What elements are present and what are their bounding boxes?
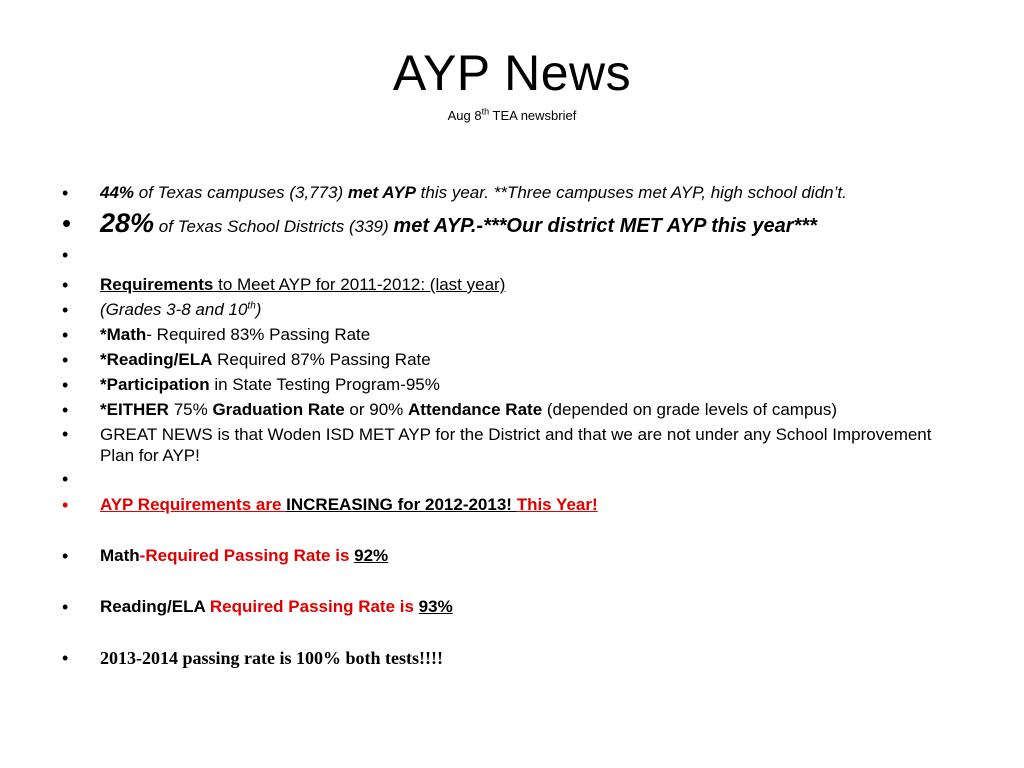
math-new-text: -Required Passing Rate is bbox=[139, 546, 355, 565]
bullet-great-news bbox=[62, 424, 962, 466]
subtitle-source: TEA newsbrief bbox=[489, 108, 577, 123]
reading-new-value: 93% bbox=[418, 597, 453, 616]
title-block bbox=[0, 44, 1024, 124]
bullet-reading-requirement bbox=[62, 349, 962, 371]
bullet-marker: • bbox=[62, 648, 69, 668]
bullet-list bbox=[62, 182, 962, 670]
graduation-pct: 75% bbox=[168, 400, 213, 419]
slide-title: AYP News bbox=[392, 45, 632, 101]
bullet-marker: • bbox=[62, 546, 69, 566]
campus-count-text: of Texas campuses (3,773) bbox=[134, 183, 348, 202]
bullet-marker: • bbox=[62, 597, 69, 617]
bullet-marker: • bbox=[62, 325, 69, 345]
campus-met-ayp: met AYP bbox=[347, 183, 416, 202]
district-met-ayp: met AYP.-***Our district MET AYP this year*** bbox=[393, 215, 817, 237]
attendance-rate-label: Attendance Rate bbox=[408, 400, 543, 419]
future-rate-text: 2013-2014 passing rate is 100% both tests!!!! bbox=[100, 648, 443, 668]
grade-level-note: (depended on grade levels of campus) bbox=[542, 400, 838, 419]
grades-suffix: th bbox=[247, 300, 256, 312]
participation-text: in State Testing Program-95% bbox=[209, 375, 440, 394]
bullet-texas-campuses bbox=[62, 182, 962, 204]
participation-label: *Participation bbox=[100, 375, 210, 394]
bullet-marker: • bbox=[62, 275, 69, 295]
reading-label: *Reading/ELA bbox=[100, 350, 213, 369]
bullet-empty bbox=[62, 468, 962, 494]
bullet-marker: • bbox=[62, 469, 69, 489]
bullet-texas-districts bbox=[62, 206, 962, 244]
bullet-2013-2014 bbox=[62, 647, 962, 670]
bullet-requirements-heading bbox=[62, 274, 962, 296]
subtitle-date: Aug 8 bbox=[447, 108, 482, 123]
either-label: *EITHER bbox=[100, 400, 169, 419]
bullet-marker: • bbox=[62, 208, 72, 238]
requirements-text: to Meet AYP for 2011-2012: (last year) bbox=[213, 275, 506, 294]
attendance-pct: or 90% bbox=[344, 400, 409, 419]
reading-new-text: Required Passing Rate is bbox=[205, 597, 419, 616]
bullet-math-requirement bbox=[62, 324, 962, 346]
district-count-text: of Texas School Districts (339) bbox=[154, 217, 394, 236]
bullet-empty bbox=[62, 244, 962, 274]
bullet-marker: • bbox=[62, 183, 69, 203]
bullet-marker: • bbox=[62, 350, 69, 370]
increase-label: AYP Requirements are bbox=[100, 495, 287, 514]
great-news-text: GREAT NEWS is that Woden ISD MET AYP for the District and that we are not under any School Improvement Plan for AYP! bbox=[100, 425, 932, 465]
bullet-marker: • bbox=[62, 424, 69, 444]
grades-close: ) bbox=[255, 300, 262, 319]
slide-subtitle bbox=[0, 108, 1024, 124]
district-percent: 28% bbox=[100, 208, 155, 238]
increase-years: INCREASING for 2012-2013! bbox=[286, 495, 517, 514]
grades-text: (Grades 3-8 and 10 bbox=[100, 300, 248, 319]
subtitle-date-suffix: th bbox=[481, 106, 490, 117]
bullet-marker: • bbox=[62, 375, 69, 395]
bullet-marker: • bbox=[62, 300, 69, 320]
campus-note: this year. **Three campuses met AYP, high school didn’t. bbox=[415, 183, 847, 202]
graduation-rate-label: Graduation Rate bbox=[212, 400, 345, 419]
bullet-marker: • bbox=[62, 245, 69, 265]
math-new-label: Math bbox=[100, 546, 140, 565]
bullet-grades bbox=[62, 299, 962, 321]
bullet-marker: • bbox=[62, 495, 69, 515]
bullet-math-new bbox=[62, 545, 962, 567]
bullet-graduation-attendance bbox=[62, 399, 962, 421]
math-label: *Math bbox=[100, 325, 147, 344]
math-new-value: 92% bbox=[354, 546, 389, 565]
requirements-label: Requirements bbox=[100, 275, 214, 294]
bullet-reading-new bbox=[62, 596, 962, 618]
bullet-participation bbox=[62, 374, 962, 396]
this-year-label: This Year! bbox=[516, 495, 598, 514]
reading-new-label: Reading/ELA bbox=[100, 597, 206, 616]
bullet-marker: • bbox=[62, 400, 69, 420]
campus-percent: 44% bbox=[100, 183, 135, 202]
math-rate: - Required 83% Passing Rate bbox=[146, 325, 371, 344]
reading-rate: Required 87% Passing Rate bbox=[212, 350, 431, 369]
bullet-increasing bbox=[62, 494, 962, 516]
